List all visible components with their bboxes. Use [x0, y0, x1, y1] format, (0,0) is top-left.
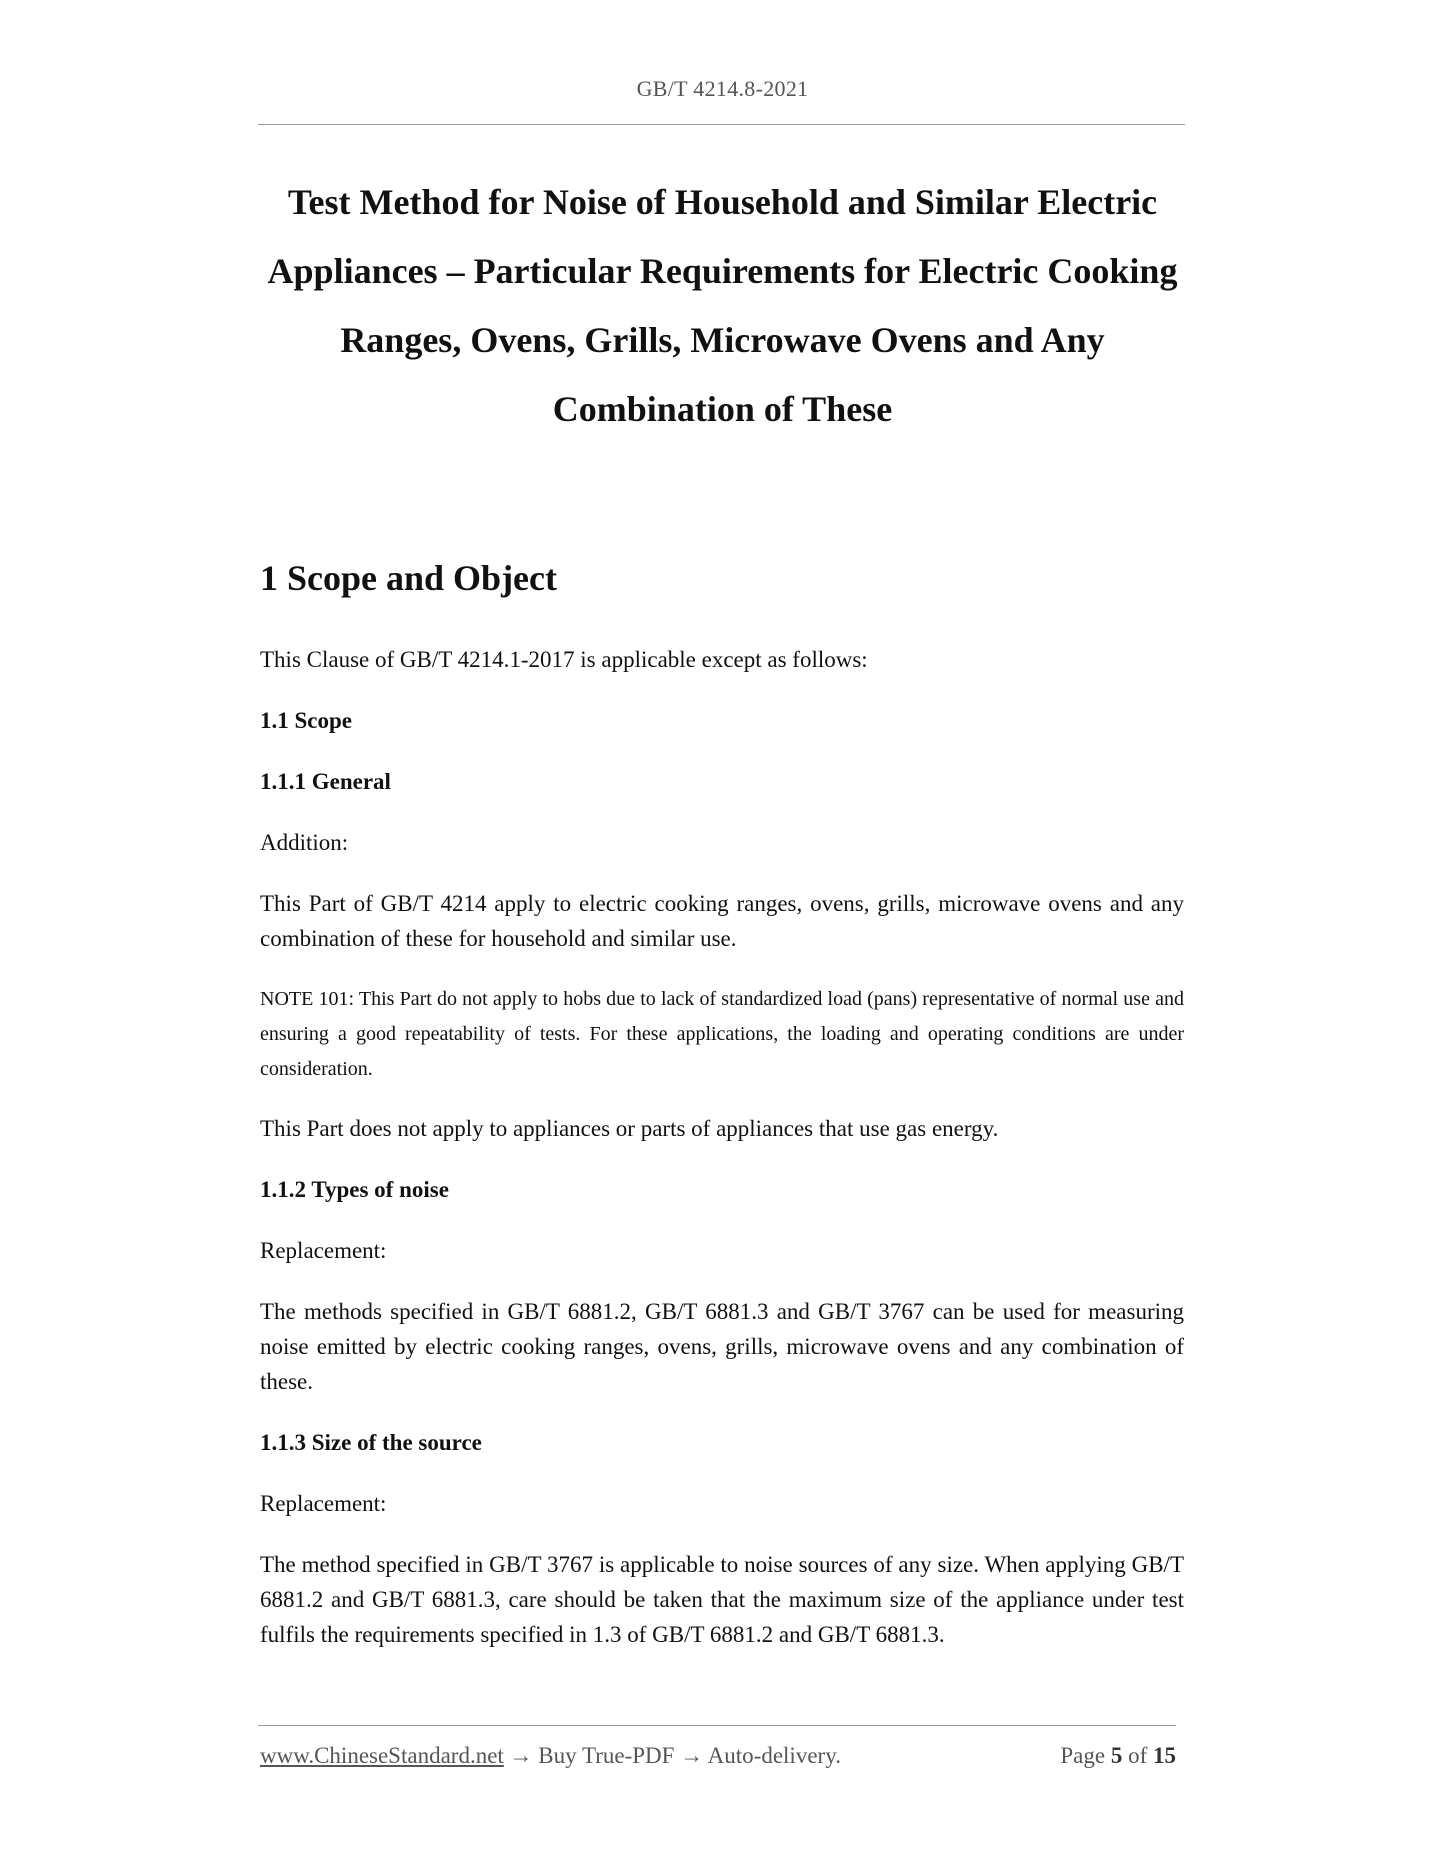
arrow-right-icon: → [509, 1743, 533, 1768]
replacement-label: Replacement: [260, 1491, 387, 1516]
addition-label: Addition: [260, 830, 349, 855]
page-label: Page [1060, 1743, 1106, 1768]
types-paragraph: The methods specified in GB/T 6881.2, GB/T 6881.3 and GB/T 3767 can be used for measuring noise emitted by electric cooking ranges, ovens, grills, microwave ovens and any combination of these. [260, 1299, 1184, 1394]
title-line: Appliances – Particular Requirements for Electric Cooking [267, 251, 1178, 291]
subheading-1-1: 1.1 Scope [260, 708, 352, 733]
section-heading-scope: 1 Scope and Object [260, 558, 557, 598]
document-body [260, 548, 1184, 1678]
subheading-1-1-1: 1.1.1 General [260, 769, 391, 794]
running-header: GB/T 4214.8-2021 [636, 76, 809, 101]
website-link[interactable]: www.ChineseStandard.net [260, 1743, 504, 1768]
current-page: 5 [1110, 1743, 1123, 1768]
page-of-label: of [1128, 1743, 1148, 1768]
document-title [250, 168, 1195, 444]
auto-delivery-text: Auto-delivery. [707, 1743, 841, 1768]
note-101: NOTE 101: This Part do not apply to hobs due to lack of standardized load (pans) representative of normal use and ensuring a good repeatability of tests. For these applications, the loading and operating conditions are under consideration. [260, 988, 1184, 1080]
header-divider [258, 124, 1185, 125]
addition-paragraph: This Part of GB/T 4214 apply to electric cooking ranges, ovens, grills, microwave ovens and any combination of these for household and similar use. [260, 891, 1184, 951]
buy-pdf-text: Buy True-PDF [538, 1743, 675, 1768]
footer-promo [260, 1743, 841, 1769]
total-pages: 15 [1153, 1743, 1176, 1768]
size-paragraph: The method specified in GB/T 3767 is applicable to noise sources of any size. When applying GB/T 6881.2 and GB/T 6881.3, care should be taken that the maximum size of the appliance under test fulfils the requirements specified in 1.3 of GB/T 6881.2 and GB/T 6881.3. [260, 1552, 1184, 1647]
footer-divider [258, 1725, 1176, 1726]
replacement-label: Replacement: [260, 1238, 387, 1263]
title-line: Combination of These [552, 389, 893, 429]
gas-exclusion-paragraph: This Part does not apply to appliances or parts of appliances that use gas energy. [260, 1116, 999, 1141]
arrow-right-icon: → [680, 1743, 704, 1768]
page-number [1060, 1743, 1176, 1769]
title-line: Ranges, Ovens, Grills, Microwave Ovens and Any [340, 320, 1105, 360]
intro-paragraph: This Clause of GB/T 4214.1-2017 is applicable except as follows: [260, 647, 868, 672]
subheading-1-1-2: 1.1.2 Types of noise [260, 1177, 449, 1202]
title-line: Test Method for Noise of Household and Similar Electric [287, 182, 1158, 222]
subheading-1-1-3: 1.1.3 Size of the source [260, 1430, 482, 1455]
